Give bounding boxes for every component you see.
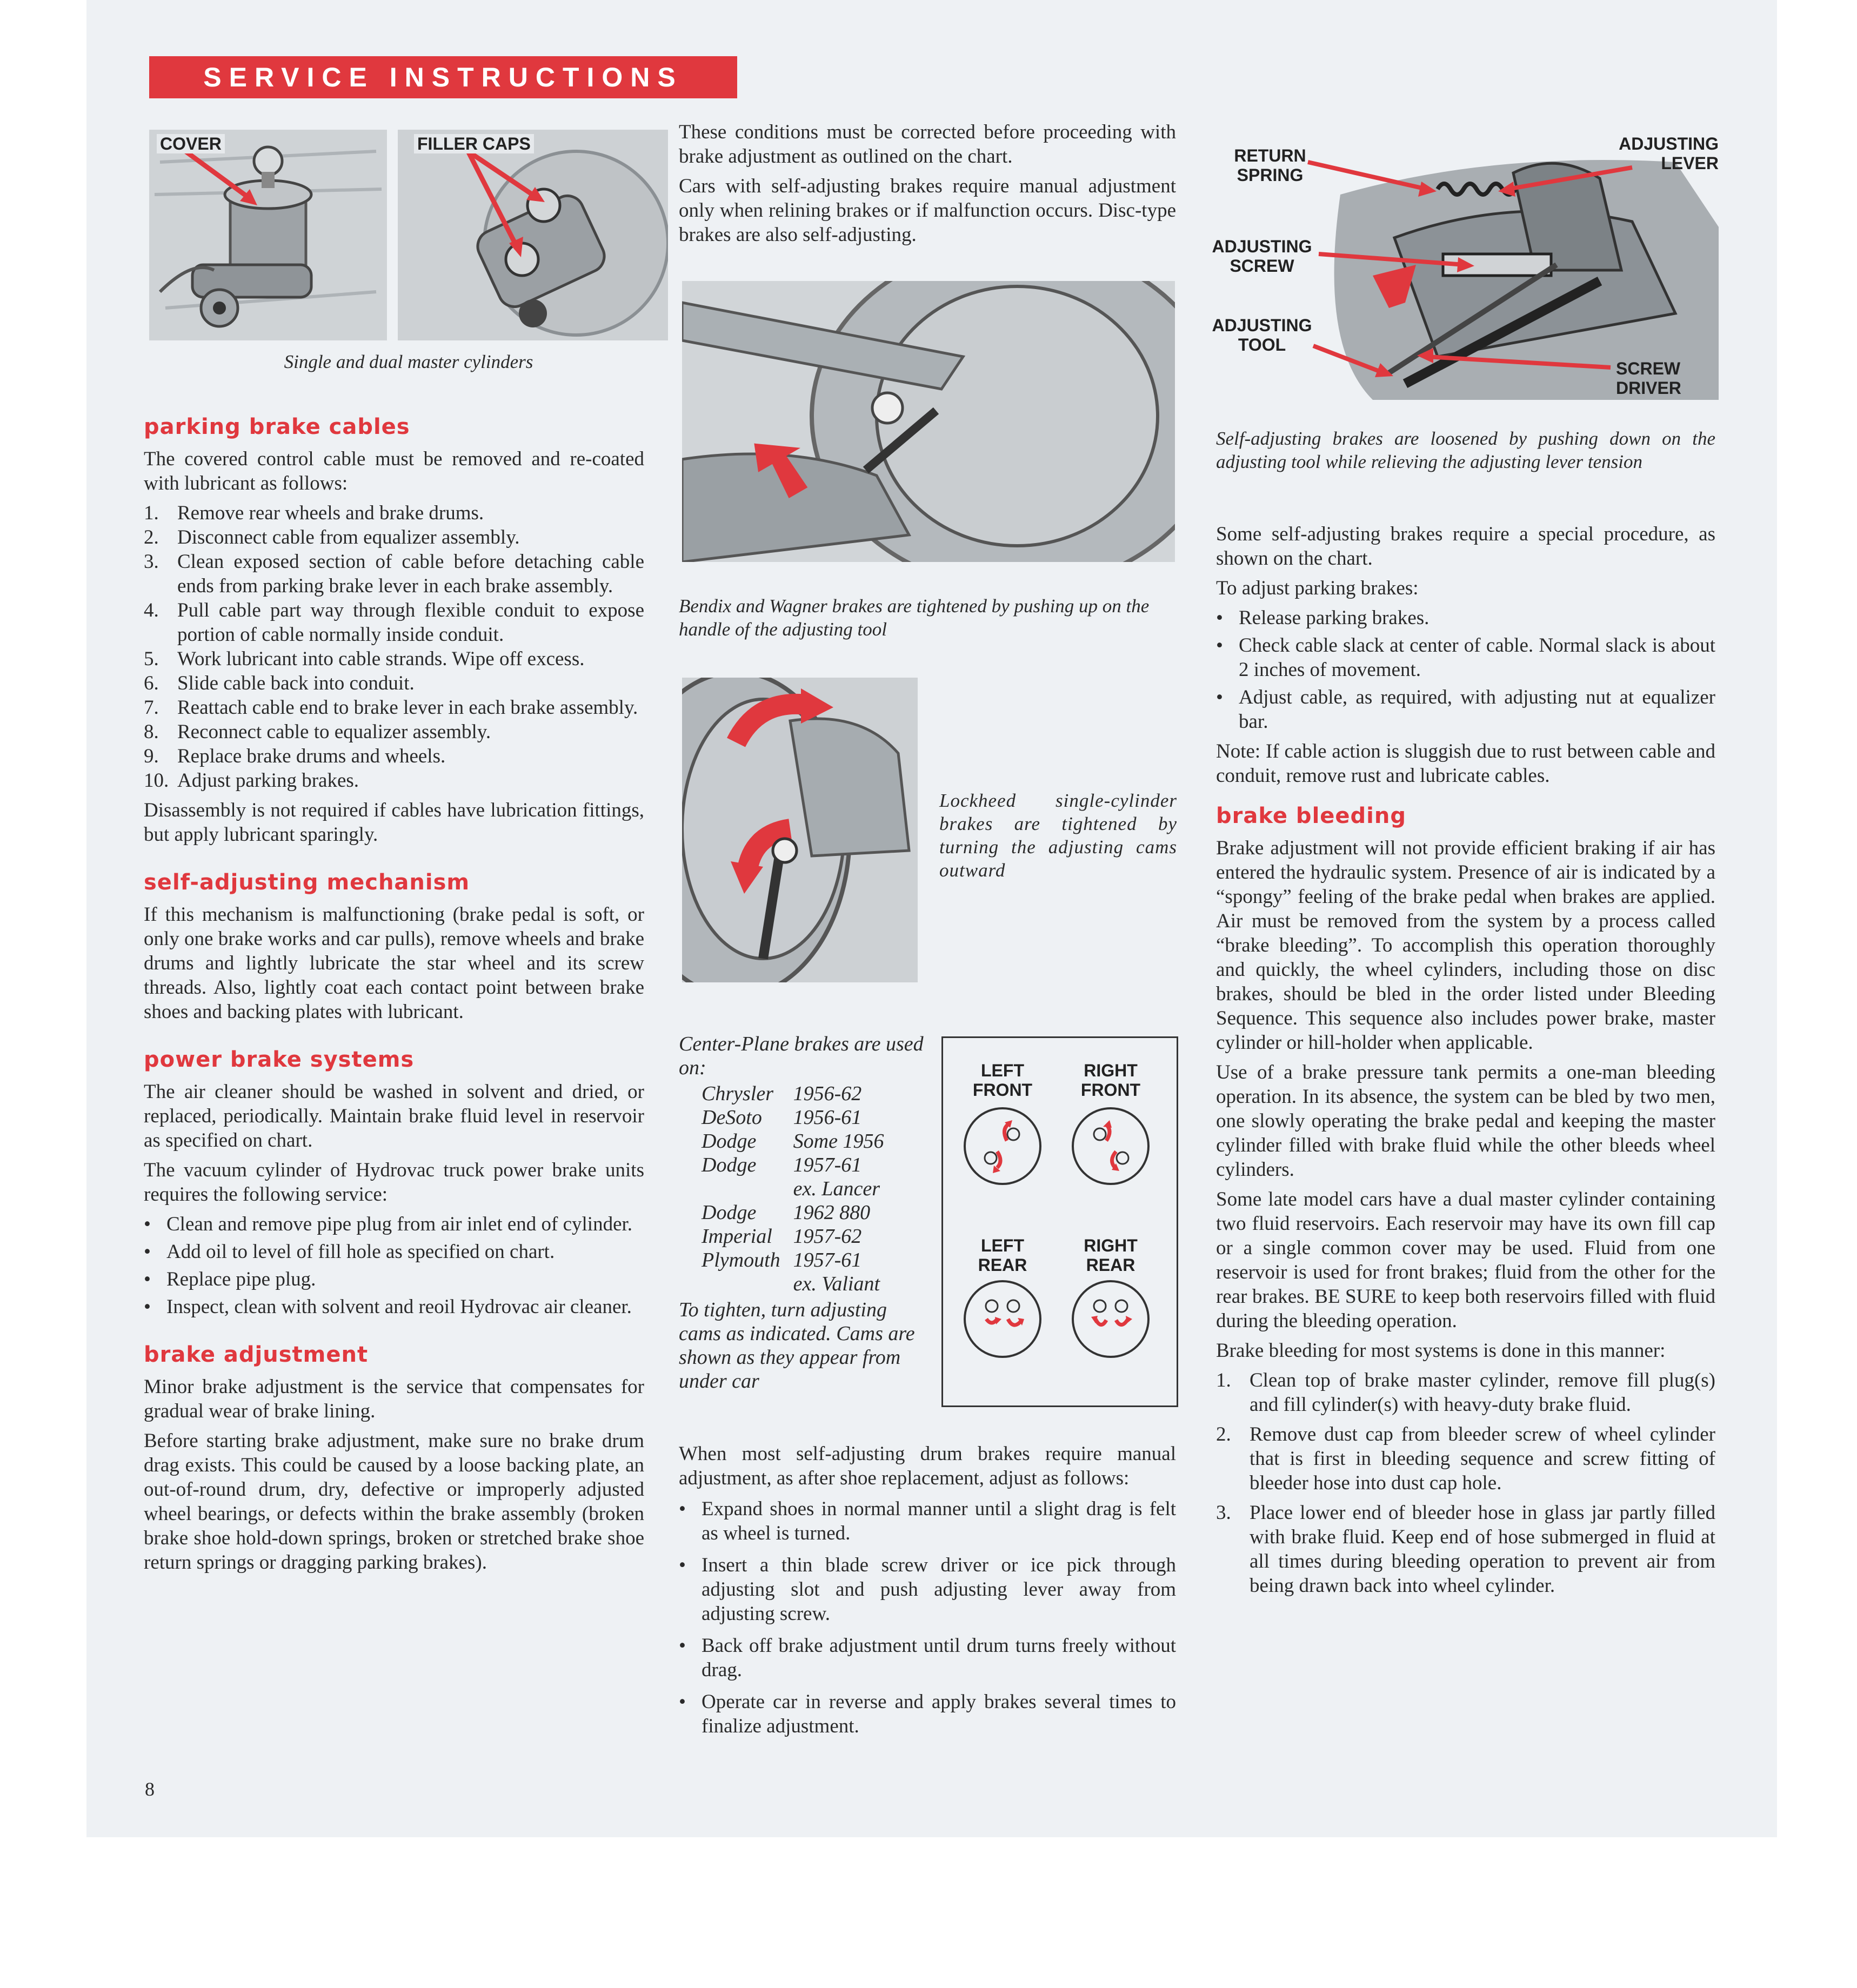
power-bullets (144, 1212, 644, 1319)
lockheed-caption: Lockheed single-cylinder brakes are tightened by turning the adjusting cams outward (939, 790, 1177, 881)
power-p1: The air cleaner should be washed in solvent and dried, or replaced, periodically. Maintain brake fluid level in reservoir as specified on chart. (144, 1081, 644, 1152)
list-item: • Back off brake adjustment until drum turns freely without drag. (679, 1635, 1176, 1681)
middle-p3: When most self-adjusting drum brakes require manual adjustment, as after shoe replacement, adjust as follows: (679, 1443, 1176, 1489)
bleed-p3: Some late model cars have a dual master cylinder containing two fluid reservoirs. Each reservoir may have its own fill cap or a single common cover may be used. Fluid from one reservoir is used for front brakes; fluid from the other for the rear brakes. BE SURE to keep both reservoirs filled with fluid during the bleeding operation. (1216, 1188, 1715, 1332)
adjust-p1: Minor brake adjustment is the service that compensates for gradual wear of brake lining. (144, 1376, 644, 1422)
list-item: • Release parking brakes. (1216, 607, 1430, 629)
right-column (1216, 522, 1715, 1603)
master-cylinder-caption: Single and dual master cylinders (284, 351, 533, 372)
right-note: Note: If cable action is sluggish due to rust between cable and conduit, remove rust and lubricate cables. (1216, 740, 1715, 787)
label-return-spring: RETURN SPRING (1234, 146, 1306, 185)
list-item: 3. Place lower end of bleeder hose in glass jar partly filled with brake fluid. Keep end of hose submerged in fluid at all times during bleeding operation to prevent air from being drawn back into wheel cylinder. (1216, 1502, 1715, 1597)
label-right-front: RIGHT FRONT (1080, 1061, 1141, 1100)
list-item: 10. Adjust parking brakes. (144, 769, 359, 792)
label-left-rear: LEFT REAR (978, 1236, 1027, 1275)
table-row: ex. Valiant (793, 1273, 880, 1295)
list-item: • Clean and remove pipe plug from air inlet end of cylinder. (144, 1213, 633, 1235)
list-item: • Add oil to level of fill hole as specified on chart. (144, 1241, 555, 1263)
list-item: 9. Replace brake drums and wheels. (144, 745, 446, 767)
single-master-cylinder-image (149, 130, 387, 340)
label-adjusting-screw: ADJUSTING SCREW (1212, 237, 1312, 276)
list-item: • Check cable slack at center of cable. Normal slack is about 2 inches of movement. (1216, 634, 1715, 681)
section-banner: SERVICE INSTRUCTIONS (149, 56, 737, 98)
cam-wheels-drawing (943, 1038, 1177, 1405)
label-cover: COVER (157, 134, 225, 153)
bleed-p4: Brake bleeding for most systems is done in this manner: (1216, 1340, 1666, 1362)
table-row: Imperial 1957-62 (702, 1225, 862, 1248)
center-plane-block (679, 1032, 924, 1393)
list-item: 8. Reconnect cable to equalizer assembly. (144, 721, 491, 743)
middle-p2: Cars with self-adjusting brakes require manual adjustment only when relining brakes or if malfunction occurs. Disc-type brakes are also self-adjusting. (679, 175, 1176, 246)
list-item: 4. Pull cable part way through flexible conduit to expose portion of cable normally inside conduit. (144, 599, 644, 646)
center-plane-outro: To tighten, turn adjusting cams as indicated. Cams are shown as they appear from under car (679, 1298, 915, 1393)
label-screw-driver: SCREW DRIVER (1616, 359, 1681, 398)
label-filler-caps: FILLER CAPS (414, 134, 534, 153)
dual-cylinder-drawing (398, 130, 668, 340)
bleed-steps (1216, 1368, 1715, 1598)
right-bullets (1216, 606, 1715, 734)
right-front-wheel-icon (1073, 1108, 1148, 1184)
center-plane-intro: Center-Plane brakes are used on: (679, 1033, 924, 1079)
label-right-rear: RIGHT REAR (1084, 1236, 1138, 1275)
list-item: 7. Reattach cable end to brake lever in each brake assembly. (144, 697, 638, 719)
page-number: 8 (145, 1778, 155, 1800)
adjust-heading: brake adjustment (144, 1342, 369, 1367)
single-cylinder-drawing (149, 130, 387, 340)
list-item: 5. Work lubricant into cable strands. Wipe off excess. (144, 648, 585, 670)
dual-master-cylinder-image (398, 130, 668, 340)
self-adjusting-caption: Self-adjusting brakes are loosened by pushing down on the adjusting tool while relieving the adjusting lever tension (1216, 428, 1715, 472)
right-rear-wheel-icon (1073, 1281, 1148, 1357)
list-item: • Operate car in reverse and apply brakes several times to finalize adjustment. (679, 1691, 1176, 1737)
middle-p1: These conditions must be corrected before proceeding with brake adjustment as outlined on the chart. (679, 121, 1176, 168)
bleed-p1: Brake adjustment will not provide efficient braking if air has entered the hydraulic system. Presence of air is indicated by a “spongy” feeling of the brake pedal when brakes are applied. Air must be removed from the system by a process called “brake bleeding”. To accomplish this operation thoroughly and quickly, the wheel cylinders, including those on disc brakes, should be bled in the order listed under Bleeding Sequence. This sequence also includes power brake, master cylinder or hill-holder when applicable. (1216, 837, 1715, 1054)
list-item: 2. Remove dust cap from bleeder screw of wheel cylinder that is first in bleeding sequence and screw fitting of bleeder hose into dust cap hole. (1216, 1423, 1715, 1494)
table-row: Plymouth 1957-61 (702, 1249, 862, 1271)
power-p2: The vacuum cylinder of Hydrovac truck power brake units requires the following service: (144, 1159, 644, 1206)
right-p1: Some self-adjusting brakes require a special procedure, as shown on the chart. (1216, 523, 1715, 570)
bendix-drawing (682, 281, 1175, 562)
left-column (144, 391, 644, 1580)
table-row: Dodge Some 1956 (702, 1130, 884, 1153)
left-front-wheel-icon (965, 1108, 1040, 1184)
table-row: Dodge 1962 880 (702, 1201, 871, 1224)
list-item: • Expand shoes in normal manner until a slight drag is felt as wheel is turned. (679, 1498, 1176, 1544)
label-adjusting-lever: ADJUSTING LEVER (1619, 134, 1719, 173)
label-left-front: LEFT FRONT (972, 1061, 1033, 1100)
list-item: 3. Clean exposed section of cable before detaching cable ends from parking brake lever in each brake assembly. (144, 551, 644, 597)
list-item: • Inspect, clean with solvent and reoil Hydrovac air cleaner. (144, 1296, 632, 1318)
list-item: • Insert a thin blade screw driver or ice pick through adjusting slot and push adjusting lever away from adjusting screw. (679, 1554, 1176, 1625)
table-row: Chrysler 1956-62 (702, 1082, 862, 1105)
cam-diagram-box (941, 1036, 1178, 1407)
parking-intro: The covered control cable must be removed and re-coated with lubricant as follows: (144, 448, 644, 494)
list-item: 1. Remove rear wheels and brake drums. (144, 502, 484, 524)
list-item: 1. Clean top of brake master cylinder, remove fill plug(s) and fill cylinder(s) with heavy-duty brake fluid. (1216, 1369, 1715, 1416)
bleed-p2: Use of a brake pressure tank permits a one-man bleeding operation. In its absence, the system can be bled by two men, one slowly operating the brake pedal and keeping the master cylinder filled with brake fluid while the other bleeds wheel cylinders. (1216, 1061, 1715, 1181)
list-item: 2. Disconnect cable from equalizer assembly. (144, 526, 520, 548)
list-item: • Replace pipe plug. (144, 1268, 316, 1290)
parking-steps (144, 501, 644, 793)
adjust-p2: Before starting brake adjustment, make sure no brake drum drag exists. This could be caused by a loose backing plate, an out-of-round drum, dry, defective or improperly adjusted wheel bearings, or defects within the brake assembly (broken brake shoe hold-down springs, broken or stretched brake shoe return springs or dragging parking brakes). (144, 1430, 644, 1574)
left-rear-wheel-icon (965, 1281, 1040, 1357)
lockheed-drawing (682, 678, 918, 982)
parking-outro: Disassembly is not required if cables have lubrication fittings, but apply lubricant sparingly. (144, 799, 644, 846)
self-adjusting-figure (1211, 130, 1719, 400)
bleed-heading: brake bleeding (1216, 804, 1406, 828)
middle-bullets (679, 1497, 1176, 1738)
bendix-caption: Bendix and Wagner brakes are tightened by pushing up on the handle of the adjusting tool (679, 595, 1150, 640)
table-row: Dodge 1957-61 (702, 1154, 862, 1176)
label-adjusting-tool: ADJUSTING TOOL (1212, 316, 1312, 354)
power-heading: power brake systems (144, 1047, 415, 1072)
right-p2: To adjust parking brakes: (1216, 577, 1419, 599)
middle-column-bottom (679, 1442, 1176, 1746)
middle-column-top (679, 120, 1176, 252)
selfadj-body: If this mechanism is malfunctioning (brake pedal is soft, or only one brake works and car pulls), remove wheels and brake drums and lightly lubricate the star wheel and its screw threads. Also, lightly coat each contact point between brake shoes and backing plates with lubricant. (144, 903, 644, 1023)
list-item: 6. Slide cable back into conduit. (144, 672, 415, 694)
lockheed-brake-image (682, 678, 918, 982)
master-cylinder-figure (149, 130, 668, 384)
parking-heading: parking brake cables (144, 414, 410, 439)
list-item: • Adjust cable, as required, with adjusting nut at equalizer bar. (1216, 686, 1715, 733)
table-row: DeSoto 1956-61 (702, 1106, 862, 1129)
center-plane-table (702, 1082, 897, 1296)
bendix-brake-image (682, 281, 1175, 562)
selfadj-heading: self-adjusting mechanism (144, 870, 470, 895)
table-row: ex. Lancer (793, 1177, 880, 1200)
